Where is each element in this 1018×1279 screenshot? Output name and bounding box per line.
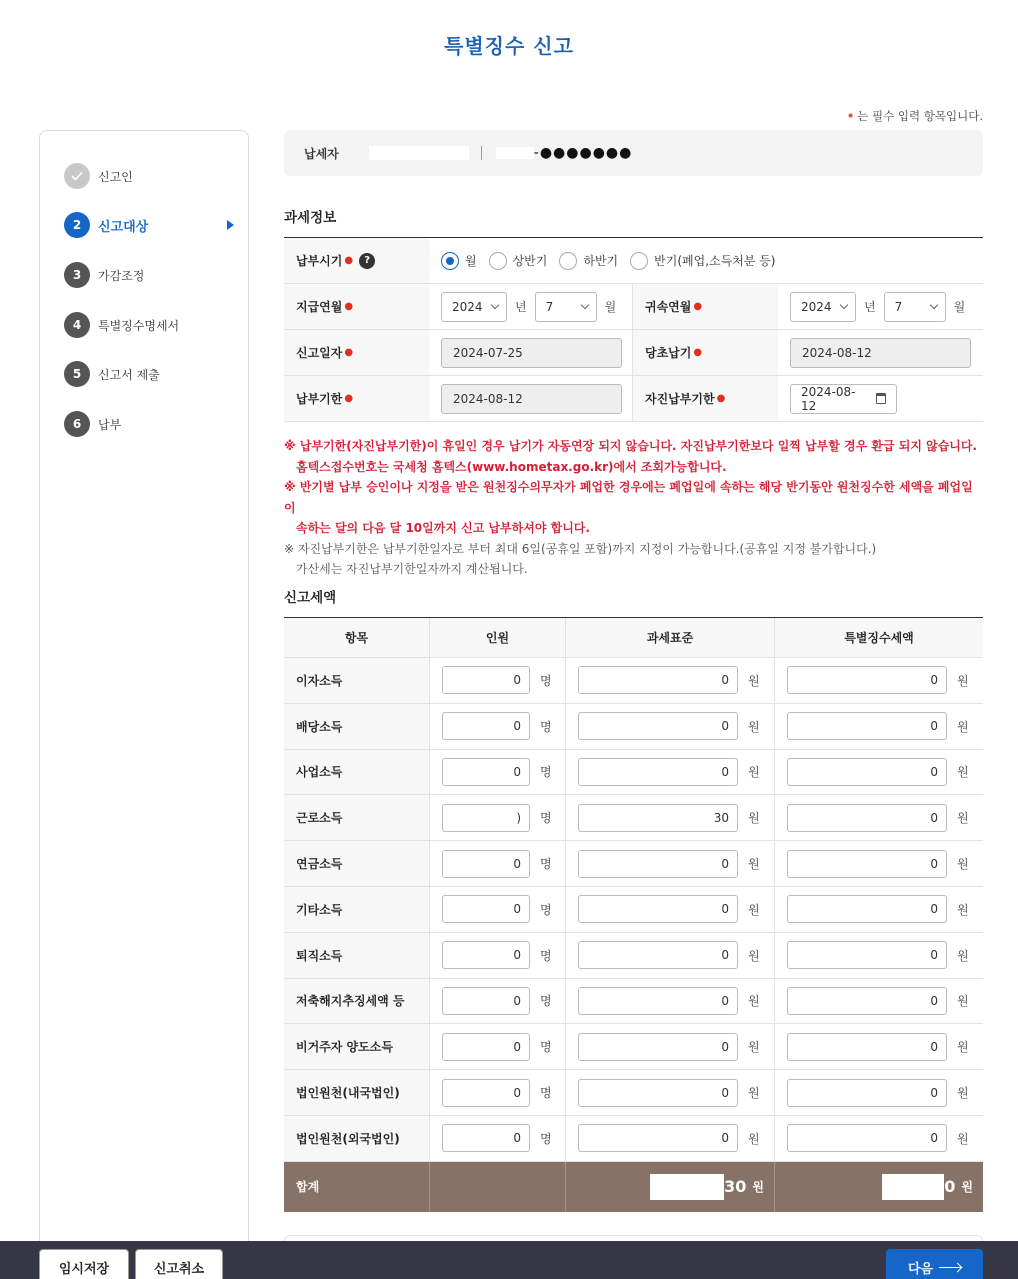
due-date-field: 2024-08-12 <box>441 384 622 414</box>
people-input[interactable]: 0 <box>442 987 530 1015</box>
withholding-tax-input[interactable]: 0 <box>787 804 947 832</box>
people-input[interactable]: 0 <box>442 941 530 969</box>
step-label: 신고서 제출 <box>98 367 160 382</box>
tax-base-input[interactable]: 30 <box>578 804 738 832</box>
radio-button[interactable] <box>630 252 648 270</box>
notice-line: 속하는 달의 다음 달 10일까지 신고 납부하셔야 합니다. <box>296 521 590 535</box>
due-date-label: 납부기한 ● <box>284 376 429 421</box>
step-label: 신고대상 <box>98 219 149 235</box>
step-applicant[interactable] <box>64 163 234 189</box>
taxpayer-box <box>284 130 983 176</box>
taxpayer-id: -●●●●●●● <box>533 145 633 161</box>
step-number: 2 <box>64 212 90 238</box>
column-header: 인원 <box>429 618 565 657</box>
tax-amount-table <box>284 617 983 1212</box>
bottom-action-bar <box>0 1241 1018 1279</box>
table-row: 법인원천(외국법인) 0 명 0 원 0 원 <box>284 1116 983 1162</box>
row-label: 사업소득 <box>284 750 429 795</box>
withholding-tax-input[interactable]: 0 <box>787 712 947 740</box>
notice-line: ※ 반기별 납부 승인이나 지정을 받은 원천징수의무자가 폐업한 경우에는 폐업일에 속하는 해당 반기동안 원천징수한 세액을 폐업일이 <box>284 480 973 515</box>
notice-line: ※ 납부기한(자진납부기한)이 휴일인 경우 납기가 자동연장 되지 않습니다. 자진납부기한보다 일찍 납부할 경우 환급 되지 않습니다. <box>284 439 978 453</box>
table-row: 저축해지추징세액 등 0 명 0 원 0 원 <box>284 979 983 1025</box>
step-label: 특별징수명세서 <box>98 318 180 333</box>
radio-half-closure[interactable]: 반기(폐업,소득처분 등) <box>630 252 775 270</box>
report-date-field: 2024-07-25 <box>441 338 622 368</box>
tax-base-input[interactable]: 0 <box>578 666 738 694</box>
step-number: 3 <box>64 262 90 288</box>
column-header: 특별징수세액 <box>774 618 983 657</box>
row-label: 법인원천(외국법인) <box>284 1116 429 1161</box>
masked-value <box>882 1174 944 1200</box>
chevron-down-icon <box>580 300 588 308</box>
tax-base-input[interactable]: 0 <box>578 712 738 740</box>
withholding-tax-input[interactable]: 0 <box>787 941 947 969</box>
table-row: 법인원천(내국법인) 0 명 0 원 0 원 <box>284 1070 983 1116</box>
withholding-tax-input[interactable]: 0 <box>787 758 947 786</box>
people-input[interactable]: 0 <box>442 758 530 786</box>
people-input[interactable]: 0 <box>442 1079 530 1107</box>
radio-first-half[interactable]: 상반기 <box>489 252 548 270</box>
tax-base-input[interactable]: 0 <box>578 987 738 1015</box>
required-note: • 는 필수 입력 항목입니다. <box>846 109 983 123</box>
self-due-label: 자진납부기한 ● <box>633 376 778 421</box>
withholding-tax-input[interactable]: 0 <box>787 666 947 694</box>
section-title-amounts: 신고세액 <box>284 590 337 606</box>
tax-base-input[interactable]: 0 <box>578 941 738 969</box>
taxpayer-id-masked <box>496 147 534 159</box>
check-icon <box>64 163 90 189</box>
masked-value <box>650 1174 724 1200</box>
column-header: 항목 <box>284 618 429 657</box>
belong-ym-label: 귀속연월 ● <box>633 284 778 329</box>
withholding-tax-input[interactable]: 0 <box>787 1079 947 1107</box>
step-statement[interactable] <box>64 312 234 338</box>
row-label: 저축해지추징세액 등 <box>284 979 429 1024</box>
chevron-down-icon <box>491 300 499 308</box>
step-number: 4 <box>64 312 90 338</box>
calendar-icon[interactable] <box>876 393 886 404</box>
people-input[interactable]: 0 <box>442 1124 530 1152</box>
tax-base-input[interactable]: 0 <box>578 850 738 878</box>
tax-info-table <box>284 237 983 422</box>
original-due-field: 2024-08-12 <box>790 338 971 368</box>
total-row <box>284 1162 983 1212</box>
withholding-tax-input[interactable]: 0 <box>787 1124 947 1152</box>
chevron-down-icon <box>840 300 848 308</box>
belong-month-select[interactable]: 7 <box>884 292 946 322</box>
radio-second-half[interactable]: 하반기 <box>559 252 618 270</box>
step-label: 신고인 <box>98 169 133 184</box>
table-row: 퇴직소득 0 명 0 원 0 원 <box>284 933 983 979</box>
table-row: 기타소득 0 명 0 원 0 원 <box>284 887 983 933</box>
pay-period-radios <box>429 238 983 283</box>
self-due-date-picker[interactable]: 2024-08-12 <box>790 384 897 414</box>
step-target[interactable] <box>64 212 234 238</box>
people-input[interactable]: ) <box>442 804 530 832</box>
help-icon[interactable]: ? <box>359 253 375 269</box>
row-label: 기타소득 <box>284 887 429 932</box>
withholding-tax-input[interactable]: 0 <box>787 987 947 1015</box>
radio-monthly[interactable]: 월 <box>441 252 477 270</box>
due-date-cell <box>429 376 633 421</box>
chevron-down-icon <box>929 300 937 308</box>
radio-button[interactable] <box>489 252 507 270</box>
notice-line: 홈텍스접수번호는 국세청 홈텍스(www.hometax.go.kr)에서 조회가능합니다. <box>296 459 727 474</box>
radio-button-selected[interactable] <box>441 252 459 270</box>
row-label: 비거주자 양도소득 <box>284 1024 429 1069</box>
self-due-cell <box>778 376 983 421</box>
withholding-tax-input[interactable]: 0 <box>787 895 947 923</box>
caret-right-icon <box>227 220 234 230</box>
tax-base-input[interactable]: 0 <box>578 758 738 786</box>
original-due-label: 당초납기 ● <box>633 330 778 375</box>
table-row: 연금소득 0 명 0 원 0 원 <box>284 841 983 887</box>
table-row: 근로소득 ) 명 30 원 0 원 <box>284 795 983 841</box>
row-label: 배당소득 <box>284 704 429 749</box>
step-payment[interactable] <box>64 411 234 437</box>
total-label: 합계 <box>296 1180 320 1195</box>
step-submit[interactable] <box>64 361 234 387</box>
tax-base-input[interactable]: 0 <box>578 895 738 923</box>
pay-ym-field: 2024 년 7 월 <box>429 284 633 329</box>
tax-base-input[interactable]: 0 <box>578 1124 738 1152</box>
notice-line: 가산세는 자진납부기한일자까지 계산됩니다. <box>296 562 528 576</box>
withholding-tax-input[interactable]: 0 <box>787 1033 947 1061</box>
belong-year-select[interactable]: 2024 <box>790 292 856 322</box>
section-title-tax-info: 과세정보 <box>284 210 337 226</box>
pay-ym-label: 지급연월 ● <box>284 284 429 329</box>
step-number: 5 <box>64 361 90 387</box>
radio-button[interactable] <box>559 252 577 270</box>
row-label: 이자소득 <box>284 658 429 703</box>
people-input[interactable]: 0 <box>442 850 530 878</box>
total-base: 30 원 <box>565 1162 774 1212</box>
divider <box>481 146 482 160</box>
people-input[interactable]: 0 <box>442 1033 530 1061</box>
notice-block <box>284 436 983 580</box>
people-input[interactable]: 0 <box>442 712 530 740</box>
taxpayer-name-masked <box>369 146 469 160</box>
row-label: 법인원천(내국법인) <box>284 1070 429 1115</box>
arrow-right-icon <box>939 1267 961 1268</box>
taxpayer-label: 납세자 <box>304 146 339 161</box>
notice-line: ※ 자진납부기한은 납부기한일자로 부터 최대 6일(공휴일 포함)까지 지정이 가능합니다.(공휴일 지정 불가합니다.) <box>284 541 877 556</box>
total-tax: 0 원 <box>774 1162 983 1212</box>
step-sidebar <box>39 130 249 1279</box>
table-header <box>284 618 983 658</box>
table-row: 사업소득 0 명 0 원 0 원 <box>284 750 983 796</box>
page-title: 특별징수 신고 <box>444 34 574 58</box>
people-input[interactable]: 0 <box>442 666 530 694</box>
step-label: 가감조정 <box>98 268 145 283</box>
row-label: 연금소득 <box>284 841 429 886</box>
next-button[interactable]: 다음 <box>886 1249 983 1279</box>
withholding-tax-input[interactable]: 0 <box>787 850 947 878</box>
step-label: 납부 <box>98 417 122 432</box>
table-row: 이자소득 0 명 0 원 0 원 <box>284 658 983 704</box>
row-label: 근로소득 <box>284 795 429 840</box>
step-number: 6 <box>64 411 90 437</box>
temp-save-button[interactable]: 임시저장 <box>39 1249 129 1279</box>
people-input[interactable]: 0 <box>442 895 530 923</box>
tax-base-input[interactable]: 0 <box>578 1033 738 1061</box>
cancel-report-button[interactable]: 신고취소 <box>135 1249 223 1279</box>
tax-base-input[interactable]: 0 <box>578 1079 738 1107</box>
step-adjustment[interactable] <box>64 262 234 288</box>
pay-month-select[interactable]: 7 <box>535 292 597 322</box>
table-row: 비거주자 양도소득 0 명 0 원 0 원 <box>284 1024 983 1070</box>
report-date-label: 신고일자 ● <box>284 330 429 375</box>
report-date-cell <box>429 330 633 375</box>
row-label: 퇴직소득 <box>284 933 429 978</box>
table-row: 배당소득 0 명 0 원 0 원 <box>284 704 983 750</box>
original-due-cell <box>778 330 983 375</box>
pay-period-label: 납부시기 ● ? <box>284 238 429 283</box>
belong-ym-field: 2024 년 7 월 <box>778 284 983 329</box>
column-header: 과세표준 <box>565 618 774 657</box>
pay-year-select[interactable]: 2024 <box>441 292 507 322</box>
